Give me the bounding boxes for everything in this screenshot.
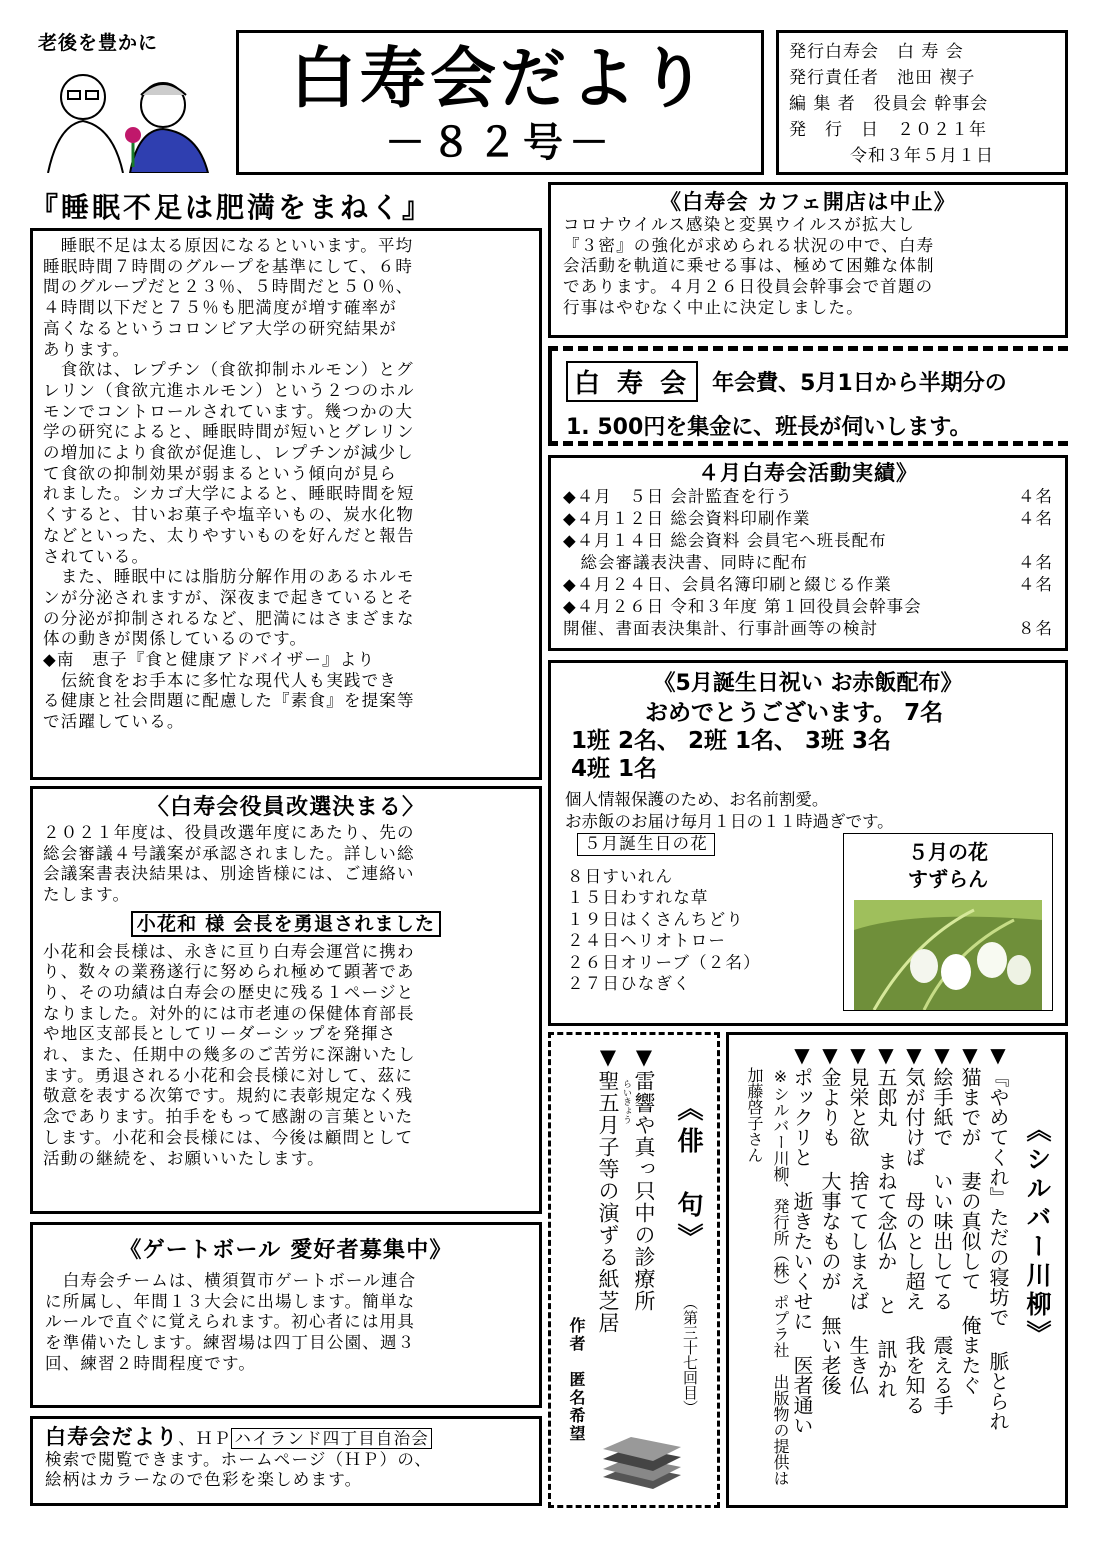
haiku-title: 《俳 句》: [673, 1095, 703, 1255]
month-flower-title: ５月の花: [908, 840, 988, 864]
sleep-line: の増加により食欲が促進し、レプチンが減少し: [43, 443, 414, 463]
activity-report: [548, 455, 1068, 651]
issue-number: －８２号－: [385, 120, 615, 166]
sleep-line: ４時間以下だと７５％も肥満度が増す確率が: [43, 298, 397, 318]
sleep-line: 学の研究によると、睡眠時間が短いとグレリン: [43, 422, 415, 442]
senryu-line: ▼五郎丸 まねて念仏か と 訊かれ: [874, 1043, 898, 1399]
rose-icon: [125, 127, 141, 143]
officers-line2: 敬意を表する次第です。規約に表彰規定なく残: [43, 1086, 414, 1106]
gateball-article: [30, 1222, 542, 1408]
senryu-line: ▼『やめてくれ』ただの寝坊で 脈とられ: [986, 1043, 1010, 1431]
activity-title: ４月白寿会活動実績》: [698, 461, 918, 485]
sleep-article: [30, 228, 542, 780]
publisher-info: [776, 30, 1068, 175]
senryu-line: ▼見栄と欲 捨ててしまえば 生き仏: [846, 1043, 870, 1395]
sleep-line: ンが分泌されますが、深夜まで起きているとそ: [43, 587, 415, 607]
sleep-line: 体の動きが関係しているのです。: [43, 629, 308, 649]
newsletter-title: 白寿会だより: [290, 40, 710, 117]
hp-line2: 検索で閲覧できます。ホームページ（ＨＰ）の、: [45, 1449, 433, 1469]
officers-line: 会議案書表決結果は、別途皆様には、ご連絡い: [43, 864, 415, 884]
flower-item: １５日わすれな草: [567, 888, 709, 908]
activity-item: ◆４月 ５日 会計監査を行う ４名: [563, 487, 1053, 506]
activity-item: ◆４月２６日 令和３年度 第１回役員会幹事会: [563, 597, 922, 616]
sleep-line: の分泌が抑制されるなど、肥満にはさまざまな: [43, 608, 415, 628]
sleep-line: レリン（食欲亢進ホルモン）という２つのホル: [43, 380, 415, 400]
officers-line2: ます。勇退される小花和会長様に対して、茲に: [43, 1065, 414, 1085]
gateball-title: 《ゲートボール 愛好者募集中》: [119, 1238, 453, 1263]
officers-line2: り、その功績は白寿会の歴史に残る１ページと: [43, 982, 415, 1002]
gateball-line: を準備いたします。練習場は四丁目公園、週３: [45, 1333, 416, 1353]
officers-line: たします。: [43, 885, 131, 905]
sleep-line: 睡眠時間７時間のグループを基準にして、６時: [43, 256, 414, 276]
gateball-line: 白寿会チームは、横須賀市ゲートボール連合: [45, 1271, 417, 1290]
activity-item: ◆４月１４日 総会資料 会員宅へ班長配布: [563, 531, 887, 550]
birthday-flowers: [567, 833, 837, 995]
senryu-line: ▼金よりも 大事なものが 無い老後: [818, 1043, 842, 1395]
sleep-line: また、睡眠中には脂肪分解作用のあるホルモ: [43, 567, 415, 587]
haiku-subtitle: （第三十七回目）: [681, 1295, 699, 1415]
gateball-line: 回、練習２時間程度です。: [45, 1353, 257, 1373]
birthday-section: [548, 660, 1068, 1026]
birthday-line3: 4班 1名: [571, 756, 658, 782]
officers-subtitle: 小花和 様 会長を勇退されました: [131, 911, 441, 937]
senryu-title: 《シルバー川柳》: [1023, 1117, 1052, 1349]
books-icon: [601, 1433, 683, 1493]
hp-pre: 、ＨＰ: [178, 1429, 232, 1448]
info-editor: 編 集 者 役員会 幹事会: [789, 94, 989, 114]
lily-of-the-valley-image: [854, 900, 1042, 1010]
flower-item: ２７日ひなぎく: [567, 974, 691, 994]
officers-article: [30, 786, 542, 1214]
officers-line2: 活動の継続を、お願いいたします。: [43, 1148, 325, 1168]
sleep-line: あります。: [43, 339, 131, 359]
haiku-ruby: らいきょう: [621, 1079, 631, 1124]
officers-title: 〈白寿会役員改選決まる〉: [146, 795, 426, 820]
flower-item: ２６日オリーブ（２名）: [567, 952, 761, 972]
officers-line: 総会審議４号議案が承認されました。詳しい総: [43, 843, 415, 863]
sleep-line: れました。シカゴ大学によると、睡眠時間を短: [43, 484, 415, 504]
officers-line2: 小花和会長様は、永きに亘り白寿会運営に携わ: [43, 941, 415, 961]
fee-notice: [548, 346, 1068, 446]
senryu-line: ▼ポックリと 逝きたいくせに 医者通い: [790, 1043, 814, 1435]
cafe-line: 『３密』の強化が求められる状況の中で、白寿: [563, 235, 935, 255]
officers-line2: や地区支部長としてリーダーシップを発揮さ: [43, 1024, 397, 1044]
officers-line2: り、数々の業務遂行に努められ極めて顕著であ: [43, 962, 415, 982]
activity-item: ◆４月１２日 総会資料印刷作業 ４名: [563, 509, 1053, 528]
cafe-line: 行事はやむなく中止に決定しました。: [563, 297, 864, 317]
month-flower-card: [843, 833, 1053, 1011]
haiku-line2: ▼聖五月子等の演ずる紙芝居: [596, 1045, 620, 1334]
senryu-line: ▼気が付けば 母のとし超え 我を知る: [902, 1043, 926, 1415]
officers-line: ２０２１年度は、役員改選年度にあたり、先の: [43, 823, 415, 842]
elderly-couple-icon: [38, 55, 218, 173]
sleep-line: 間のグループだと２３％、５時間だと５０％、: [43, 277, 414, 297]
cafe-article: [548, 182, 1068, 338]
sleep-line: 高くなるというコロンビア大学の研究結果が: [43, 318, 397, 338]
senryu-line: ▼絵手紙で いい味出してる 震える手: [930, 1043, 954, 1415]
sleep-line: で活躍している。: [43, 712, 185, 732]
cafe-title: 《白寿会 カフェ開店は中止》: [659, 190, 957, 214]
officers-line2: れ、また、任期中の幾多のご苦労に深謝いたし: [43, 1045, 416, 1065]
sleep-line: て食欲の抑制効果が弱まるという傾向が見ら: [43, 463, 397, 483]
cafe-line: であります。４月２６日役員会幹事会で首題の: [563, 277, 934, 297]
sleep-line: モンでコントロールされています。幾つかの大: [43, 401, 414, 421]
fee-label: 白 寿 会: [566, 361, 698, 402]
sleep-line: くすると、甘いお菓子や塩辛いもの、炭水化物: [43, 505, 415, 525]
header-illustration: [38, 28, 228, 178]
sleep-line: 睡眠不足は太る原因になるといいます。平均: [43, 236, 414, 255]
senryu-note: ※シルバー川柳、発行所（株）ポプラ社 出版物の提供は加藤啓子さん: [745, 1067, 790, 1486]
birthday-note2: お赤飯のお届け毎月１日の１１時過ぎです。: [565, 812, 894, 831]
sleep-line: ◆南 恵子『食と健康アドバイザー』より: [43, 650, 376, 670]
masthead: [236, 30, 764, 175]
sleep-line: などといった、太りやすいものを好んだと報告: [43, 525, 415, 545]
officers-line2: します。小花和会長様には、今後は顧問として: [43, 1127, 414, 1147]
info-publisher: 発行白寿会 白 寿 会: [789, 42, 964, 62]
sleep-line: されている。: [43, 546, 150, 566]
cafe-line: 会活動を軌道に乗せる事は、極めて困難な体制: [563, 256, 935, 276]
gateball-line: ルールで直ぐに覚えられます。初心者には用具: [45, 1312, 416, 1332]
officers-line2: 念であります。拍手をもって感謝の言葉といた: [43, 1107, 414, 1127]
activity-item: ◆４月２４日、会員名簿印刷と綴じる作業 ４名: [563, 575, 1053, 594]
haiku-section: [548, 1032, 720, 1508]
haiku-author: 作者 匿名希望: [567, 1317, 586, 1443]
gateball-line: に所属し、年間１３大会に出場します。簡単な: [45, 1291, 416, 1311]
birthday-note1: 個人情報保護のため、お名前割愛。: [565, 790, 829, 809]
officers-line2: なりました。対外的には市老連の保健体育部長: [43, 1003, 415, 1023]
flowers-label: ５月誕生日の花: [577, 833, 715, 856]
info-responsible: 発行責任者 池田 禊子: [789, 68, 976, 88]
fee-line2: 1. 500円を集金に、班長が伺いします。: [566, 415, 972, 440]
senryu-line: ▼猫までが 妻の真似して 俺またぐ: [958, 1043, 982, 1395]
hp-notice: [30, 1416, 542, 1506]
hp-bold: 白寿会だより: [45, 1425, 179, 1449]
hp-search-term: ハイランド四丁目自治会: [231, 1428, 432, 1449]
haiku-line1: ▼雷響や真っ只中の診療所: [632, 1045, 656, 1312]
flower-item: １９日はくさんちどり: [567, 909, 744, 929]
sleep-title: 『睡眠不足は肥満をまねく』: [30, 191, 434, 224]
sleep-line: る健康と社会問題に配慮した『素食』を提案等: [43, 691, 415, 711]
info-date-reiwa: 令和３年５月１日: [850, 146, 994, 166]
cafe-line: コロナウイルス感染と変異ウイルスが拡大し: [563, 215, 916, 234]
birthday-title: 《5月誕生日祝い お赤飯配布》: [653, 671, 963, 696]
sleep-line: 伝統食をお手本に多忙な現代人も実践でき: [43, 670, 397, 690]
flower-item: ２４日ヘリオトロー: [567, 931, 727, 951]
slogan: 老後を豊かに: [38, 32, 159, 54]
hp-line3: 絵柄はカラーなので色彩を楽しめます。: [45, 1470, 363, 1490]
activity-item: 総会審議表決書、同時に配布 ４名: [563, 553, 1053, 572]
month-flower-name: すずらん: [907, 867, 989, 891]
flower-item: ８日すいれん: [567, 866, 674, 886]
birthday-line1: おめでとうございます。 7名: [645, 700, 944, 726]
birthday-line2: 1班 2名、 2班 1名、 3班 3名: [571, 728, 892, 754]
info-date-year: 発 行 日 ２０２１年: [789, 120, 987, 140]
senryu-section: [726, 1032, 1068, 1508]
fee-line1: 年会費、5月1日から半期分の: [712, 371, 1007, 396]
activity-item: 開催、書面表決集計、行事計画等の検討 ８名: [563, 619, 1053, 638]
sleep-line: 食欲は、レプチン（食欲抑制ホルモン）とグ: [43, 360, 414, 380]
